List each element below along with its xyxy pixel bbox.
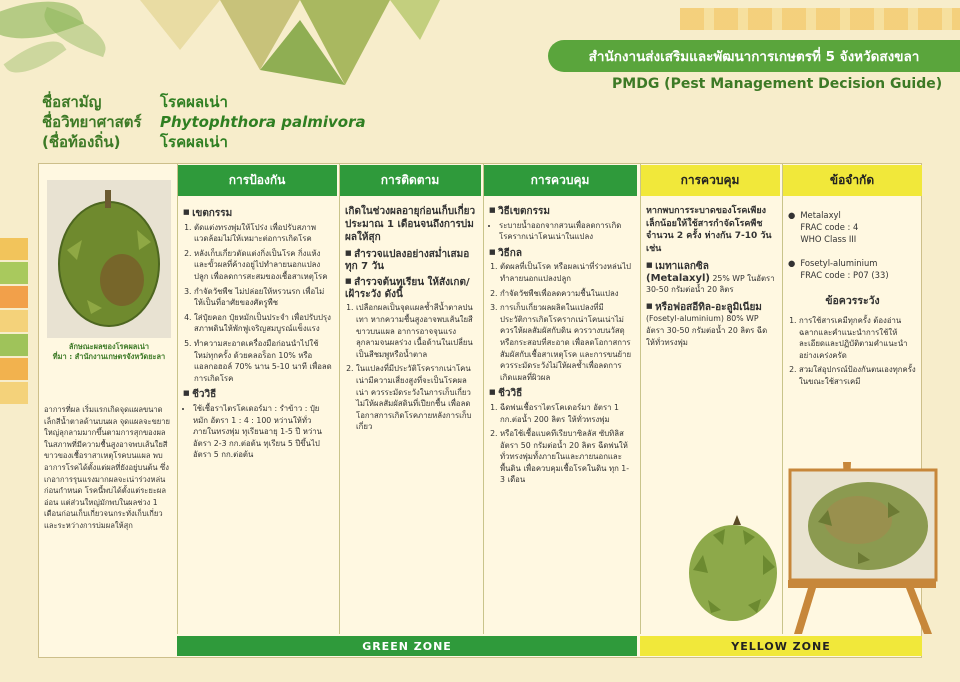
prevention-biological-list [183, 403, 332, 461]
caution-heading: ข้อควรระวัง [825, 295, 880, 307]
list-item: 5. ทำความสะอาดเครื่องมือก่อนนำไปใช้ใหม่ทุกครั้ง ด้วยคลอร็อก 10% หรือแอลกอฮอล์ 70% นาน 5-10 นาที เพื่อลดการเกิดโรค [194, 338, 332, 384]
prevention-cultural-heading: ■ เขตกรรม [183, 207, 332, 220]
decorative-stripe [680, 8, 960, 30]
restriction-1-who: WHO Class III [800, 234, 857, 244]
symptom-description: อาการที่ผล เริ่มแรกเกิดจุดแผลขนาดเล็กสีน้ำตาลด้านบนผล จุดแผลจะขยายใหญ่ลุกลามมากขึ้นตามการสุกของผล ในสภาพที่มีความชื้นสูงอาจพบเส้นใยสีขาวของเชื้อราสาเหตุโรคบนแผล พบอาการโรคได้ตั้งแต่ผลที่ยังอยู่บนต้น ซึ่งเกอาการรุนแรงมากผลจะเน่าร่วงหล่นก่อนกำหนด โรคนี้พบได้ตั้งแต่ระยะผลอ่อน แต่ส่วนใหญ่มักพบในผลช่วง 1 เดือนก่อนเก็บเกี่ยวจนกระทั่งเก็บเกี่ยว และระหว่างการบ่มผลให้สุก [44, 405, 170, 530]
caution-list [788, 315, 917, 387]
list-item: 1. การใช้สารเคมีทุกครั้ง ต้องอ่านฉลากและคำแนะนำการใช้ให้ละเอียดและปฏิบัติตามคำแนะนำอย่างเคร่งครัด [799, 315, 917, 361]
restriction-2-frac: FRAC code : P07 (33) [800, 270, 889, 280]
list-item: 1. ฉีดพ่นเชื้อราไตรโคเดอร์มา อัตรา 1 กก.ต่อน้ำ 200 ลิตร ให้ทั่วทรงพุ่ม [500, 402, 632, 425]
decorative-stripe [0, 334, 28, 356]
photo-caption-source: ที่มา : สำนักงานเกษตรจังหวัดยะลา [52, 352, 166, 361]
limitation-column: ● Metalaxyl FRAC code : 4 WHO Class III ● Fosetyl-aluminium FRAC code : P07 (33) ข้อควรระวัง 1. การใช้สารเคมีทุกครั้ง ต้องอ่านฉลากและคำแนะนำการใช้ให้ละเอียดและปฏิบัติตามคำแนะนำอย่างเคร่งครัด 2. สวมใส่อุปกรณ์ป้องกันตนเองทุกครั้งในขณะใช้สารเคมี [782, 163, 922, 634]
list-item: • ระบายน้ำออกจากสวนเพื่อลดการเกิดโรครากเน่าโคนเน่าในแปลง [499, 220, 632, 243]
monitoring-lead: เกิดในช่วงผลอายุก่อนเก็บเกี่ยวประมาณ 1 เดือนจนถึงการบ่มผลให้สุก [345, 206, 476, 243]
monitoring-survey-heading: ■ สำรวจแปลงอย่างสม่ำเสมอ ทุก 7 วัน [345, 248, 476, 272]
list-item: 3. การเก็บเกี่ยวผลผลิตในแปลงที่มีประวัติการเกิดโรครากเน่าโคนเน่าไม่ควรให้ผลสัมผัสกับดิน ควรวางบนวัสดุหรือกระสอบที่สะอาด เพื่อลดโอกาสการสัมผัสกับเชื้อสาเหตุโรค และการขนย้ายควรระมัดระวังไม่ให้ผลช้ำเพื่อลดการเกิดแผลที่ผิวผล [500, 302, 632, 383]
easel-durian-photo [788, 462, 938, 634]
durian-fruit-illustration [683, 515, 783, 625]
chemical-1-rate: 25% WP ในอัตรา 30-50 กรัมต่อน้ำ 20 ลิตร [646, 273, 775, 295]
prevention-header: การป้องกัน [177, 165, 337, 196]
control-cultural-list [489, 220, 632, 243]
chemical-lead: หากพบการระบาดของโรคเพียงเล็กน้อยให้ใช้สารกำจัดโรคพืช จำนวน 2 ครั้ง ห่างกัน 7-10 วัน เช่น [646, 206, 772, 254]
office-banner: สำนักงานส่งเสริมและพัฒนาการเกษตรที่ 5 จังหวัดสงขลา [548, 40, 960, 72]
decorative-stripe [0, 310, 28, 332]
decorative-durian-pattern [140, 0, 440, 85]
control-green-header: การควบคุม [483, 165, 637, 196]
control-biological-list [489, 402, 632, 486]
decorative-stripe [0, 382, 28, 404]
list-item: 2. กำจัดวัชพืชเพื่อลดความชื้นในแปลง [500, 288, 632, 300]
monitoring-list [345, 302, 476, 433]
list-item: 2. หรือใช้เชื้อแบคทีเรียบาซิลลัส ซับทิลิส อัตรา 50 กรัมต่อน้ำ 20 ลิตร ฉีดพ่นให้ทั่วทรงพุ่มทั้งภายในและภายนอกและพื้นดิน เพื่อควบคุมเชื้อโรคในดิน ทุก 1-3 เดือน [500, 428, 632, 486]
common-name-value: โรคผลเน่า [160, 93, 228, 111]
guide-title: PMDG (Pest Management Decision Guide) [612, 76, 943, 92]
yellow-zone-label: YELLOW ZONE [640, 636, 922, 656]
monitoring-header: การติดตาม [339, 165, 481, 196]
local-name-label: (ชื่อท้องถิ่น) [42, 133, 121, 151]
chemical-2-name: ■ หรือฟอสอีทิล-อะลูมิเนียม [646, 302, 762, 313]
decorative-stripe [0, 262, 28, 284]
list-item: 2. ในแปลงที่มีประวัติโรครากเน่าโคนเน่ามีความเสี่ยงสูงที่จะเป็นโรคผลเน่า ควรระมัดระวังในการเก็บเกี่ยว ไม่ให้ผลสัมผัสดินที่เปียกชื้น เพื่อลดโอกาสการเกิดโรคภายหลังการเก็บเกี่ยว [356, 363, 476, 433]
scientific-name-label: ชื่อวิทยาศาสตร์ [42, 113, 142, 131]
common-name-label: ชื่อสามัญ [42, 93, 102, 111]
scientific-name-value: Phytophthora palmivora [160, 113, 366, 131]
disease-names [42, 92, 366, 152]
prevention-cultural-list [183, 222, 332, 385]
diseased-durian-photo [47, 180, 171, 338]
list-item: 2. สวมใส่อุปกรณ์ป้องกันตนเองทุกครั้งในขณะใช้สารเคมี [799, 364, 917, 387]
green-zone-label: GREEN ZONE [177, 636, 637, 656]
restriction-1-frac: FRAC code : 4 [800, 222, 859, 232]
prevention-biological-heading: ■ ชีววิธี [183, 388, 332, 401]
control-green-column [483, 163, 637, 634]
limitation-header: ข้อจำกัด [782, 165, 922, 196]
decorative-stripe [0, 358, 28, 380]
photo-caption-title: ลักษณะผลของโรคผลเน่า [68, 342, 150, 351]
list-item: 1. ตัดผลที่เป็นโรค หรือผลเน่าที่ร่วงหล่นไปทำลายนอกแปลงปลูก [500, 261, 632, 284]
decorative-stripe [0, 286, 28, 308]
list-item: 1. เปลือกผลเป็นจุดแผลช้ำสีน้ำตาลปนเทา หากความชื้นสูงอาจพบเส้นใยสีขาวบนแผล อาการอาจจุนแรง ลุกลามจนผลร่วง เนื้อด้านในเปลี่ยนเป็นสีชมพูหรือน้ำตาล [356, 302, 476, 360]
decorative-stripe [0, 238, 28, 260]
restriction-1-name: Metalaxyl [800, 210, 841, 220]
prevention-column [177, 163, 337, 634]
list-item: 3. กำจัดวัชพืช ไม่ปล่อยให้หรวนรก เพื่อไม่ให้เป็นที่อาศัยของศัตรูพืช [194, 286, 332, 309]
chemical-1-name: ■ เมทาแลกซิล (Metalaxyl) [646, 261, 710, 284]
list-item: 1. ตัดแต่งทรงพุ่มให้โปร่ง เพื่อปรับสภาพแวดล้อมไม่ให้เหมาะต่อการเกิดโรค [194, 222, 332, 245]
control-yellow-header: การควบคุม [640, 165, 780, 196]
list-item: • ใช้เชื้อราไตรโคเดอร์มา : รำข้าว : ปุ๋ยหมัก อัตรา 1 : 4 : 100 หว่านให้ทั่วภายในทรงพุ่ม ทุเรียนอายุ 1-5 ปี หว่านอัตรา 2-3 กก.ต่อต้น ทุเรียน 5 ปีขึ้นไป อัตรา 5 กก.ต่อต้น [193, 403, 332, 461]
monitoring-column [339, 163, 481, 634]
monitoring-watch-heading: ■ สำรวจต้นทุเรียน ให้สังเกต/เฝ้าระวัง ดังนี้ [345, 276, 476, 300]
control-cultural-heading: ■ วิธีเขตกรรม [489, 205, 632, 218]
list-item: 4. ใส่ปุ๋ยคอก ปุ๋ยหมักเป็นประจำ เพื่อปรับปรุงสภาพดินให้พักฟูเจริญสมบูรณ์แข็งแรง [194, 312, 332, 335]
restriction-2-name: Fosetyl-aluminium [800, 258, 878, 268]
chemical-2-rate: (Fosetyl-aluminium) 80% WP อัตรา 30-50 กรัมต่อน้ำ 20 ลิตร ฉีดให้ทั่วทรงพุ่ม [646, 314, 768, 347]
control-mechanical-list [489, 261, 632, 383]
list-item: 2. หลังเก็บเกี่ยวตัดแต่งกิ่งเป็นโรค กิ่งแห้ง และขั้วผลที่ค้างอยู่ไปทำลายนอกแปลงปลูก เพื่อลดการสะสมของเชื้อสาเหตุโรค [194, 248, 332, 283]
control-mechanical-heading: ■ วิธีกล [489, 247, 632, 260]
local-name-value: โรคผลเน่า [160, 133, 228, 151]
control-biological-heading: ■ ชีววิธี [489, 387, 632, 400]
photo-caption [46, 342, 172, 362]
